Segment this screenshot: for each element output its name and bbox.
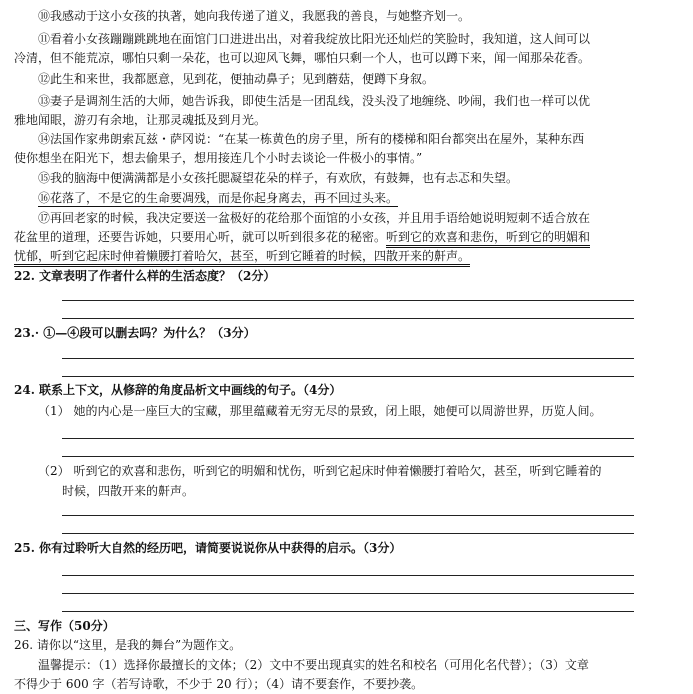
answer-line[interactable] [62, 318, 634, 319]
paragraph-13-line-1: ⑬妻子是调剂生活的大师，她告诉我，即使生活是一团乱线，没头没了地缠绕、吵闹，我们也一样可以优 [38, 94, 591, 108]
paragraph-16 [38, 190, 693, 206]
question-24-part-2-line-1: （2） 听到它的欢喜和悲伤，听到它的明媚和忧伤，听到它起床时伸着懒腰打着哈欠，甚至，听到它睡着的 [38, 464, 602, 478]
paragraph-17-line-2 [14, 229, 693, 245]
paragraph-17-double-underlined: 听到它的欢喜和悲伤，听到它的明媚和 [386, 230, 590, 248]
answer-line[interactable] [62, 533, 634, 534]
answer-line[interactable] [62, 611, 634, 612]
paragraph-10: ⑩我感动于这小女孩的执著，她向我传递了道义，我愿我的善良，与她整齐划一。 [38, 9, 471, 23]
question-24: 24. 联系上下文，从修辞的角度品析文中画线的句子。（4分） [14, 383, 342, 397]
answer-line[interactable] [62, 358, 634, 359]
paragraph-16-underlined: ⑯花落了，不是它的生命要凋残，而是你起身离去，再不回过头来。 [38, 191, 399, 205]
paragraph-13-line-2: 雅地闻眼，游刃有余地，让那灵魂抵及到月光。 [14, 113, 267, 127]
paragraph-11-line-2: 冷清，但不能荒凉，哪怕只剩一朵花，也可以迎风飞舞，哪怕只剩一个人，也可以蹲下来，闻一闻那朵花香。 [14, 51, 591, 65]
question-23: 23.· ①—④段可以删去吗？为什么？（3分） [14, 326, 256, 340]
paragraph-15: ⑮我的脑海中便满满都是小女孩托腮凝望花朵的样子，有欢欣，有鼓舞，也有忐忑和失望。 [38, 171, 519, 185]
paragraph-17-line-3 [14, 248, 693, 264]
writing-tips-line-2: 不得少于 600 字（若写诗歌，不少于 20 行）；（4）请不要套作，不要抄袭。 [14, 677, 424, 691]
writing-section-title: 三、写作（50分） [14, 619, 115, 633]
answer-line[interactable] [62, 515, 634, 516]
answer-line[interactable] [62, 456, 634, 457]
answer-line[interactable] [62, 575, 634, 576]
writing-tips-line-1: 温馨提示：（1）选择你最擅长的文体；（2）文中不要出现真实的姓名和校名（可用化名代替）；（3）文章 [38, 658, 589, 672]
question-22: 22. 文章表明了作者什么样的生活态度？（2分） [14, 269, 276, 283]
answer-line[interactable] [62, 300, 634, 301]
question-26: 26. 请你以“这里，是我的舞台”为题作文。 [14, 638, 242, 652]
paragraph-14-line-1: ⑭法国作家弗朗索瓦兹・萨冈说：“在某一栋黄色的房子里，所有的楼梯和阳台都突出在屋外，某种东西 [38, 132, 585, 146]
paragraph-17-plain: 花盆里的道理，还要告诉她，只要用心听，就可以听到很多花的秘密。 [14, 230, 387, 244]
paragraph-17-line-1: ⑰再回老家的时候，我决定要送一盆极好的花给那个面馆的小女孩，并且用手语给她说明短刺不适合放在 [38, 211, 591, 225]
paragraph-11-line-1: ⑪看着小女孩蹦蹦跳跳地在面馆门口进进出出，对着我绽放比阳光还灿烂的笑脸时，我知道，这人间可以 [38, 32, 591, 46]
paragraph-17-double-underlined-2: 忧郁，听到它起床时伸着懒腰打着哈欠，甚至，听到它睡着的时候，四散开来的鼾声。 [14, 249, 470, 267]
question-24-part-2-line-2: 时候，四散开来的鼾声。 [62, 484, 195, 498]
answer-line[interactable] [62, 593, 634, 594]
question-25: 25. 你有过聆听大自然的经历吧，请简要说说你从中获得的启示。（3分） [14, 541, 402, 555]
question-24-part-1: （1） 她的内心是一座巨大的宝藏，那里蕴藏着无穷无尽的景致，闭上眼，她便可以周游世界，历览人间。 [38, 404, 602, 418]
paragraph-14-line-2: 使你想坐在阳光下，想去偷果子，想用接连几个小时去谈论一件极小的事情。” [14, 151, 423, 165]
paragraph-12: ⑫此生和来世，我都愿意，见到花，便抽动鼻子；见到蘑菇，便蹲下身叙。 [38, 72, 435, 86]
answer-line[interactable] [62, 438, 634, 439]
answer-line[interactable] [62, 376, 634, 377]
